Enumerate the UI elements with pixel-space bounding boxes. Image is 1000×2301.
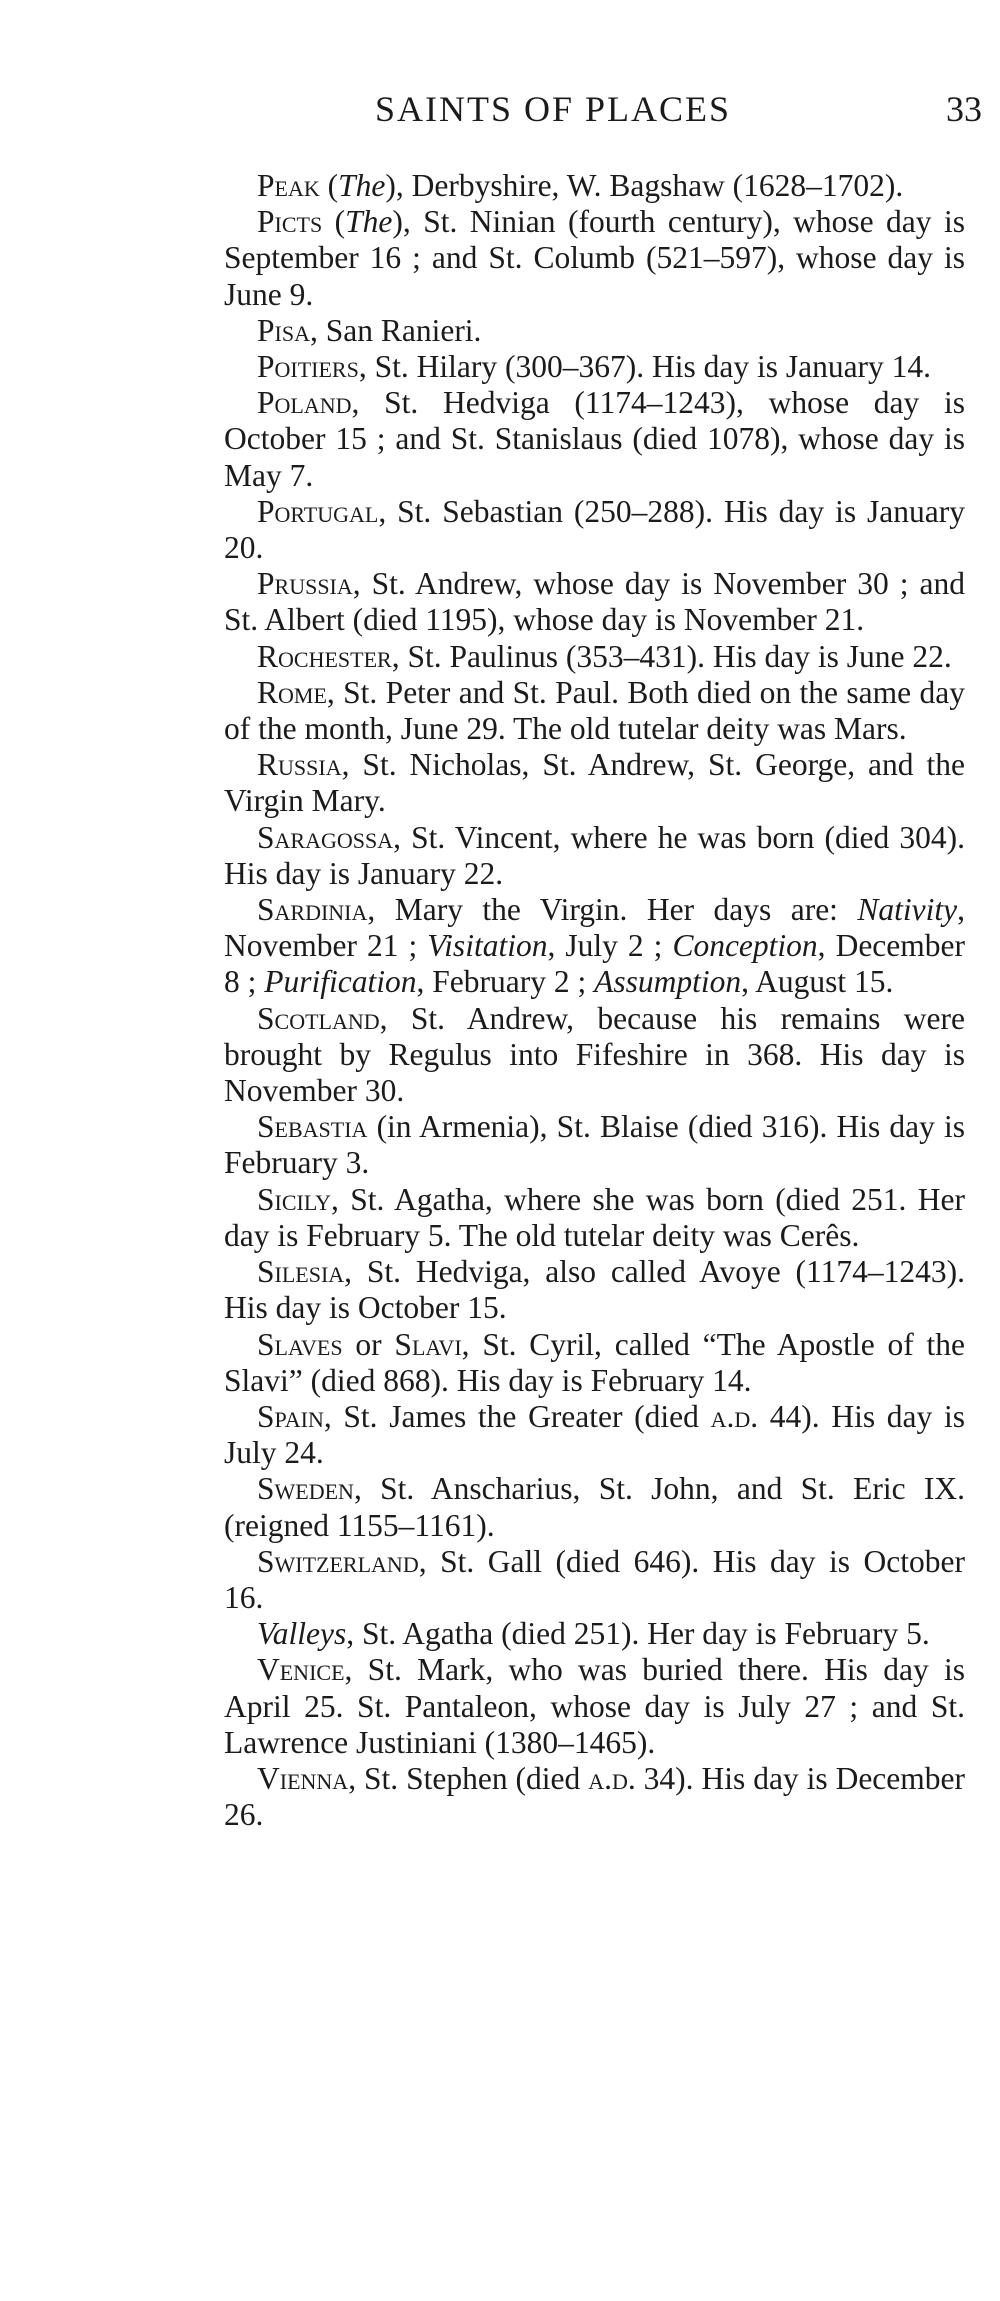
place-name: Vienna bbox=[257, 1760, 349, 1796]
entry-text-cont: 34). His day is December 26. bbox=[224, 1760, 965, 1833]
place-name: Poland bbox=[257, 385, 352, 421]
place-name: Sicily bbox=[257, 1181, 331, 1217]
place-name: Poitiers bbox=[257, 349, 359, 385]
entry-text: , St. Sebastian (250–288). His day is January 20. bbox=[224, 493, 965, 566]
page-header bbox=[0, 88, 1000, 138]
entry-scotland bbox=[224, 1001, 965, 1110]
page-number: 33 bbox=[946, 89, 982, 129]
place-name: Sweden bbox=[257, 1471, 354, 1507]
running-title: SAINTS OF PLACES bbox=[375, 89, 732, 129]
place-name: Silesia bbox=[257, 1254, 345, 1290]
feast-name: Conception bbox=[672, 928, 818, 964]
place-name: Sebastia bbox=[257, 1109, 368, 1145]
entry-russia bbox=[224, 747, 965, 819]
entry-text: , St. Andrew, because his remains were brought by Regulus into Fifeshire in 368. His day is November 30. bbox=[224, 1000, 965, 1109]
entry-picts: Picts (The), St. Ninian (fourth century), whose day is September 16 ; and St. Columb (521–597), whose day is June 9. bbox=[224, 204, 965, 312]
entry-portugal bbox=[224, 494, 965, 566]
place-name: Prussia bbox=[257, 566, 353, 602]
era-abbreviation: a.d. bbox=[710, 1398, 759, 1434]
place-name: Rome bbox=[257, 674, 327, 710]
entry-rochester bbox=[224, 639, 965, 675]
place-name: Valleys bbox=[257, 1616, 347, 1652]
feast-name: Purification bbox=[264, 964, 417, 1000]
place-name: Peak bbox=[257, 168, 320, 203]
entry-vienna bbox=[224, 1761, 965, 1833]
place-name-alt: Slavi bbox=[394, 1326, 462, 1362]
entry-poland bbox=[224, 385, 965, 494]
entry-slaves bbox=[224, 1327, 965, 1399]
entry-spain bbox=[224, 1399, 965, 1471]
place-name: Switzerland bbox=[257, 1543, 419, 1579]
place-name: Rochester bbox=[257, 638, 392, 674]
entry-sicily bbox=[224, 1182, 965, 1254]
place-name: Sardinia bbox=[257, 892, 368, 928]
entry-text-cont: , St. Cyril, called “The Apostle of the Slavi” (died 868). His day is February 14. bbox=[224, 1326, 965, 1398]
feast-name: Nativity bbox=[857, 892, 958, 928]
feast-name: Visitation bbox=[427, 928, 548, 964]
entry-text: , San Ranieri. bbox=[309, 312, 482, 348]
feast-date: , February 2 ; bbox=[416, 964, 595, 1000]
entry-text: (in Armenia), St. Blaise (died 316). His day is February 3. bbox=[224, 1109, 965, 1181]
feast-date: , August 15. bbox=[741, 964, 894, 1000]
entry-sweden bbox=[224, 1471, 965, 1543]
entry-text: , St. James the Greater (died bbox=[323, 1398, 711, 1434]
entry-sebastia bbox=[224, 1109, 965, 1181]
entry-text: , St. Ninian (fourth century), whose day is September 16 ; and St. Columb (521–597), whose day is June 9. bbox=[224, 204, 965, 312]
place-qualifier: The bbox=[345, 204, 393, 240]
place-name: Slaves bbox=[257, 1326, 343, 1362]
era-abbreviation: a.d. bbox=[588, 1760, 636, 1796]
entry-text: , St. Mark, who was buried there. His day is April 25. St. Pantaleon, whose day is July 27 ; and St. Lawrence Justiniani (1380–1465). bbox=[224, 1652, 965, 1760]
entry-peak: Peak (The), Derbyshire, W. Bagshaw (1628–1702). bbox=[257, 168, 904, 203]
entry-sardinia bbox=[224, 892, 965, 1001]
place-name: Pisa bbox=[257, 312, 310, 348]
entry-poitiers bbox=[224, 349, 965, 385]
place-name: Scotland bbox=[257, 1000, 380, 1036]
entry-text: , St. Agatha, where she was born (died 251. Her day is February 5. The old tutelar deity was Cerês. bbox=[224, 1181, 965, 1253]
entry-pisa bbox=[224, 313, 965, 349]
entry-silesia bbox=[224, 1254, 965, 1326]
entry-text: , St. Hedviga (1174–1243), whose day is October 15 ; and St. Stanislaus (died 1078), whose day is May 7. bbox=[224, 385, 965, 493]
entry-text: , Mary the Virgin. Her days are: bbox=[367, 892, 858, 928]
feast-date: , December 8 ; bbox=[224, 928, 965, 1000]
entry-text: , St. Paulinus (353–431). His day is June 22. bbox=[391, 638, 952, 674]
place-name: Portugal bbox=[257, 493, 379, 529]
place-qualifier: The bbox=[338, 168, 386, 203]
entry-text: , St. Gall (died 646). His day is October 16. bbox=[224, 1543, 965, 1615]
entry-saragossa bbox=[224, 820, 965, 892]
entry-text: , St. Vincent, where he was born (died 304). His day is January 22. bbox=[224, 819, 965, 891]
entry-text: , St. Hedviga, also called Avoye (1174–1243). His day is October 15. bbox=[224, 1254, 965, 1326]
entry-text: , St. Peter and St. Paul. Both died on the same day of the month, June 29. The old tutelar deity was Mars. bbox=[224, 674, 965, 747]
entries-list bbox=[224, 168, 965, 1833]
entry-valleys bbox=[224, 1616, 965, 1652]
feast-date: , November 21 ; bbox=[224, 892, 965, 964]
entry-text: , St. Stephen (died bbox=[348, 1760, 589, 1796]
entry-text: or bbox=[342, 1326, 395, 1362]
entry-rome bbox=[224, 675, 965, 747]
entry-text: , Derbyshire, W. Bagshaw (1628–1702). bbox=[395, 168, 904, 203]
feast-name: Assumption bbox=[594, 964, 742, 1000]
entry-text: , St. Anscharius, St. John, and St. Eric IX. (reigned 1155–1161). bbox=[224, 1471, 965, 1543]
place-name: Russia bbox=[257, 747, 342, 783]
entry-venice bbox=[224, 1652, 965, 1761]
feast-date: , July 2 ; bbox=[547, 928, 673, 964]
entry-text: , St. Agatha (died 251). Her day is February 5. bbox=[346, 1616, 930, 1652]
place-name: Venice bbox=[257, 1652, 345, 1688]
place-name: Spain bbox=[257, 1398, 324, 1434]
entry-text-cont: 44). His day is July 24. bbox=[224, 1398, 965, 1471]
place-name: Picts bbox=[257, 204, 323, 240]
entry-text: , St. Nicholas, St. Andrew, St. George, and the Virgin Mary. bbox=[224, 747, 965, 819]
entry-switzerland bbox=[224, 1544, 965, 1616]
place-name: Saragossa bbox=[257, 819, 394, 855]
entry-prussia bbox=[224, 566, 965, 638]
entry-text: , St. Hilary (300–367). His day is January 14. bbox=[358, 349, 932, 385]
entry-text: , St. Andrew, whose day is November 30 ; and St. Albert (died 1195), whose day is November 21. bbox=[224, 566, 965, 638]
